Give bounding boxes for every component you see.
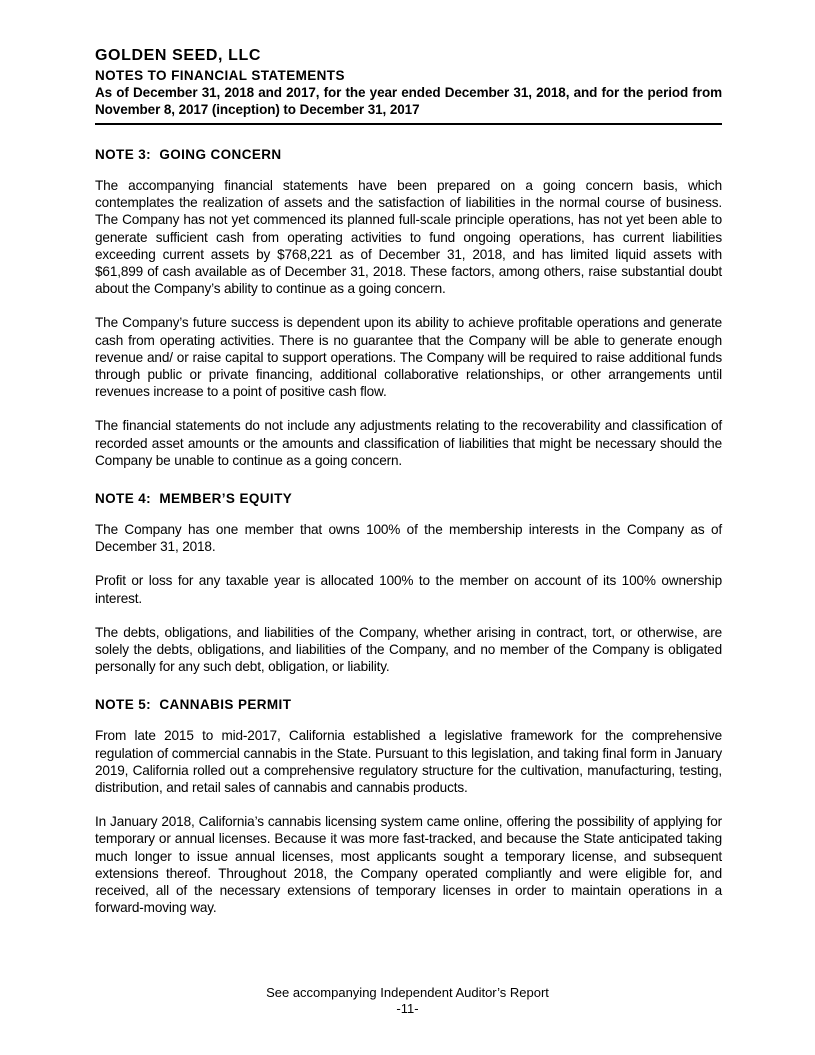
paragraph: In January 2018, California’s cannabis licensing system came online, offering the possibility of applying for temporary or annual licenses. Because it was more fast-tracked, and because the State anticipated taking much longer to issue annual licenses, most applicants sought a temporary license, and subsequent extensions thereof. Throughout 2018, the Company operated compliantly and were eligible for, and received, all of the necessary extensions of temporary licenses in order to maintain operations in a forward-moving way. — [95, 814, 722, 916]
paragraph: The Company has one member that owns 100% of the membership interests in the Company as of December 31, 2018. — [95, 522, 722, 555]
header-divider — [95, 123, 722, 125]
document-title: NOTES TO FINANCIAL STATEMENTS — [95, 68, 345, 83]
section-heading: NOTE 5: CANNABIS PERMIT — [95, 697, 292, 713]
section-heading: NOTE 3: GOING CONCERN — [95, 147, 282, 162]
paragraph: The Company’s future success is dependent upon its ability to achieve profitable operations and generate cash from operating activities. There is no guarantee that the Company will be able to generate enough revenue and/ or raise capital to support operations. The Company will be required to raise additional funds through public or private financing, additional collaborative relationships, or other arrangements until revenues increase to a point of positive cash flow. — [95, 315, 722, 400]
section-note-4-members-equity — [95, 491, 722, 675]
paragraph: The debts, obligations, and liabilities of the Company, whether arising in contract, tort, or otherwise, are solely the debts, obligations, and liabilities of the Company, and no member of the Company is obligated personally for any such debt, obligation, or liability. — [95, 624, 722, 675]
section-note-5-cannabis-permit — [95, 697, 722, 916]
section-note-3-going-concern — [95, 147, 722, 469]
document-subtitle: As of December 31, 2018 and 2017, for the year ended December 31, 2018, and for the period from November 8, 2017 (inception) to December 31, 2017 — [95, 85, 722, 117]
page-number: -11- — [396, 1001, 419, 1016]
footer-report-reference: See accompanying Independent Auditor’s Report — [266, 985, 549, 1000]
paragraph: From late 2015 to mid-2017, California established a legislative framework for the comprehensive regulation of commercial cannabis in the State. Pursuant to this legislation, and taking final form in January 2019, California rolled out a comprehensive regulatory structure for the cultivation, manufacturing, testing, distribution, and retail sales of cannabis and cannabis products. — [95, 728, 722, 796]
company-name: GOLDEN SEED, LLC — [95, 47, 262, 64]
section-heading: NOTE 4: MEMBER’S EQUITY — [95, 491, 293, 507]
paragraph: The accompanying financial statements have been prepared on a going concern basis, which contemplates the realization of assets and the satisfaction of liabilities in the normal course of business. The Company has not yet commenced its planned full-scale principle operations, has not yet been able to generate sufficient cash from operating activities to fund ongoing operations, has current liabilities exceeding current assets by $768,221 as of December 31, 2018, and has limited liquid assets with $61,899 of cash available as of December 31, 2018. These factors, among others, raise substantial doubt about the Company’s ability to continue as a going concern. — [95, 178, 722, 297]
document-body — [95, 147, 722, 917]
document-header — [95, 46, 722, 125]
paragraph: The financial statements do not include any adjustments relating to the recoverability and classification of recorded asset amounts or the amounts and classification of liabilities that might be necessary should the Company be unable to continue as a going concern. — [95, 418, 722, 468]
paragraph: Profit or loss for any taxable year is allocated 100% to the member on account of its 100% ownership interest. — [95, 573, 722, 606]
document-footer — [0, 985, 815, 1017]
